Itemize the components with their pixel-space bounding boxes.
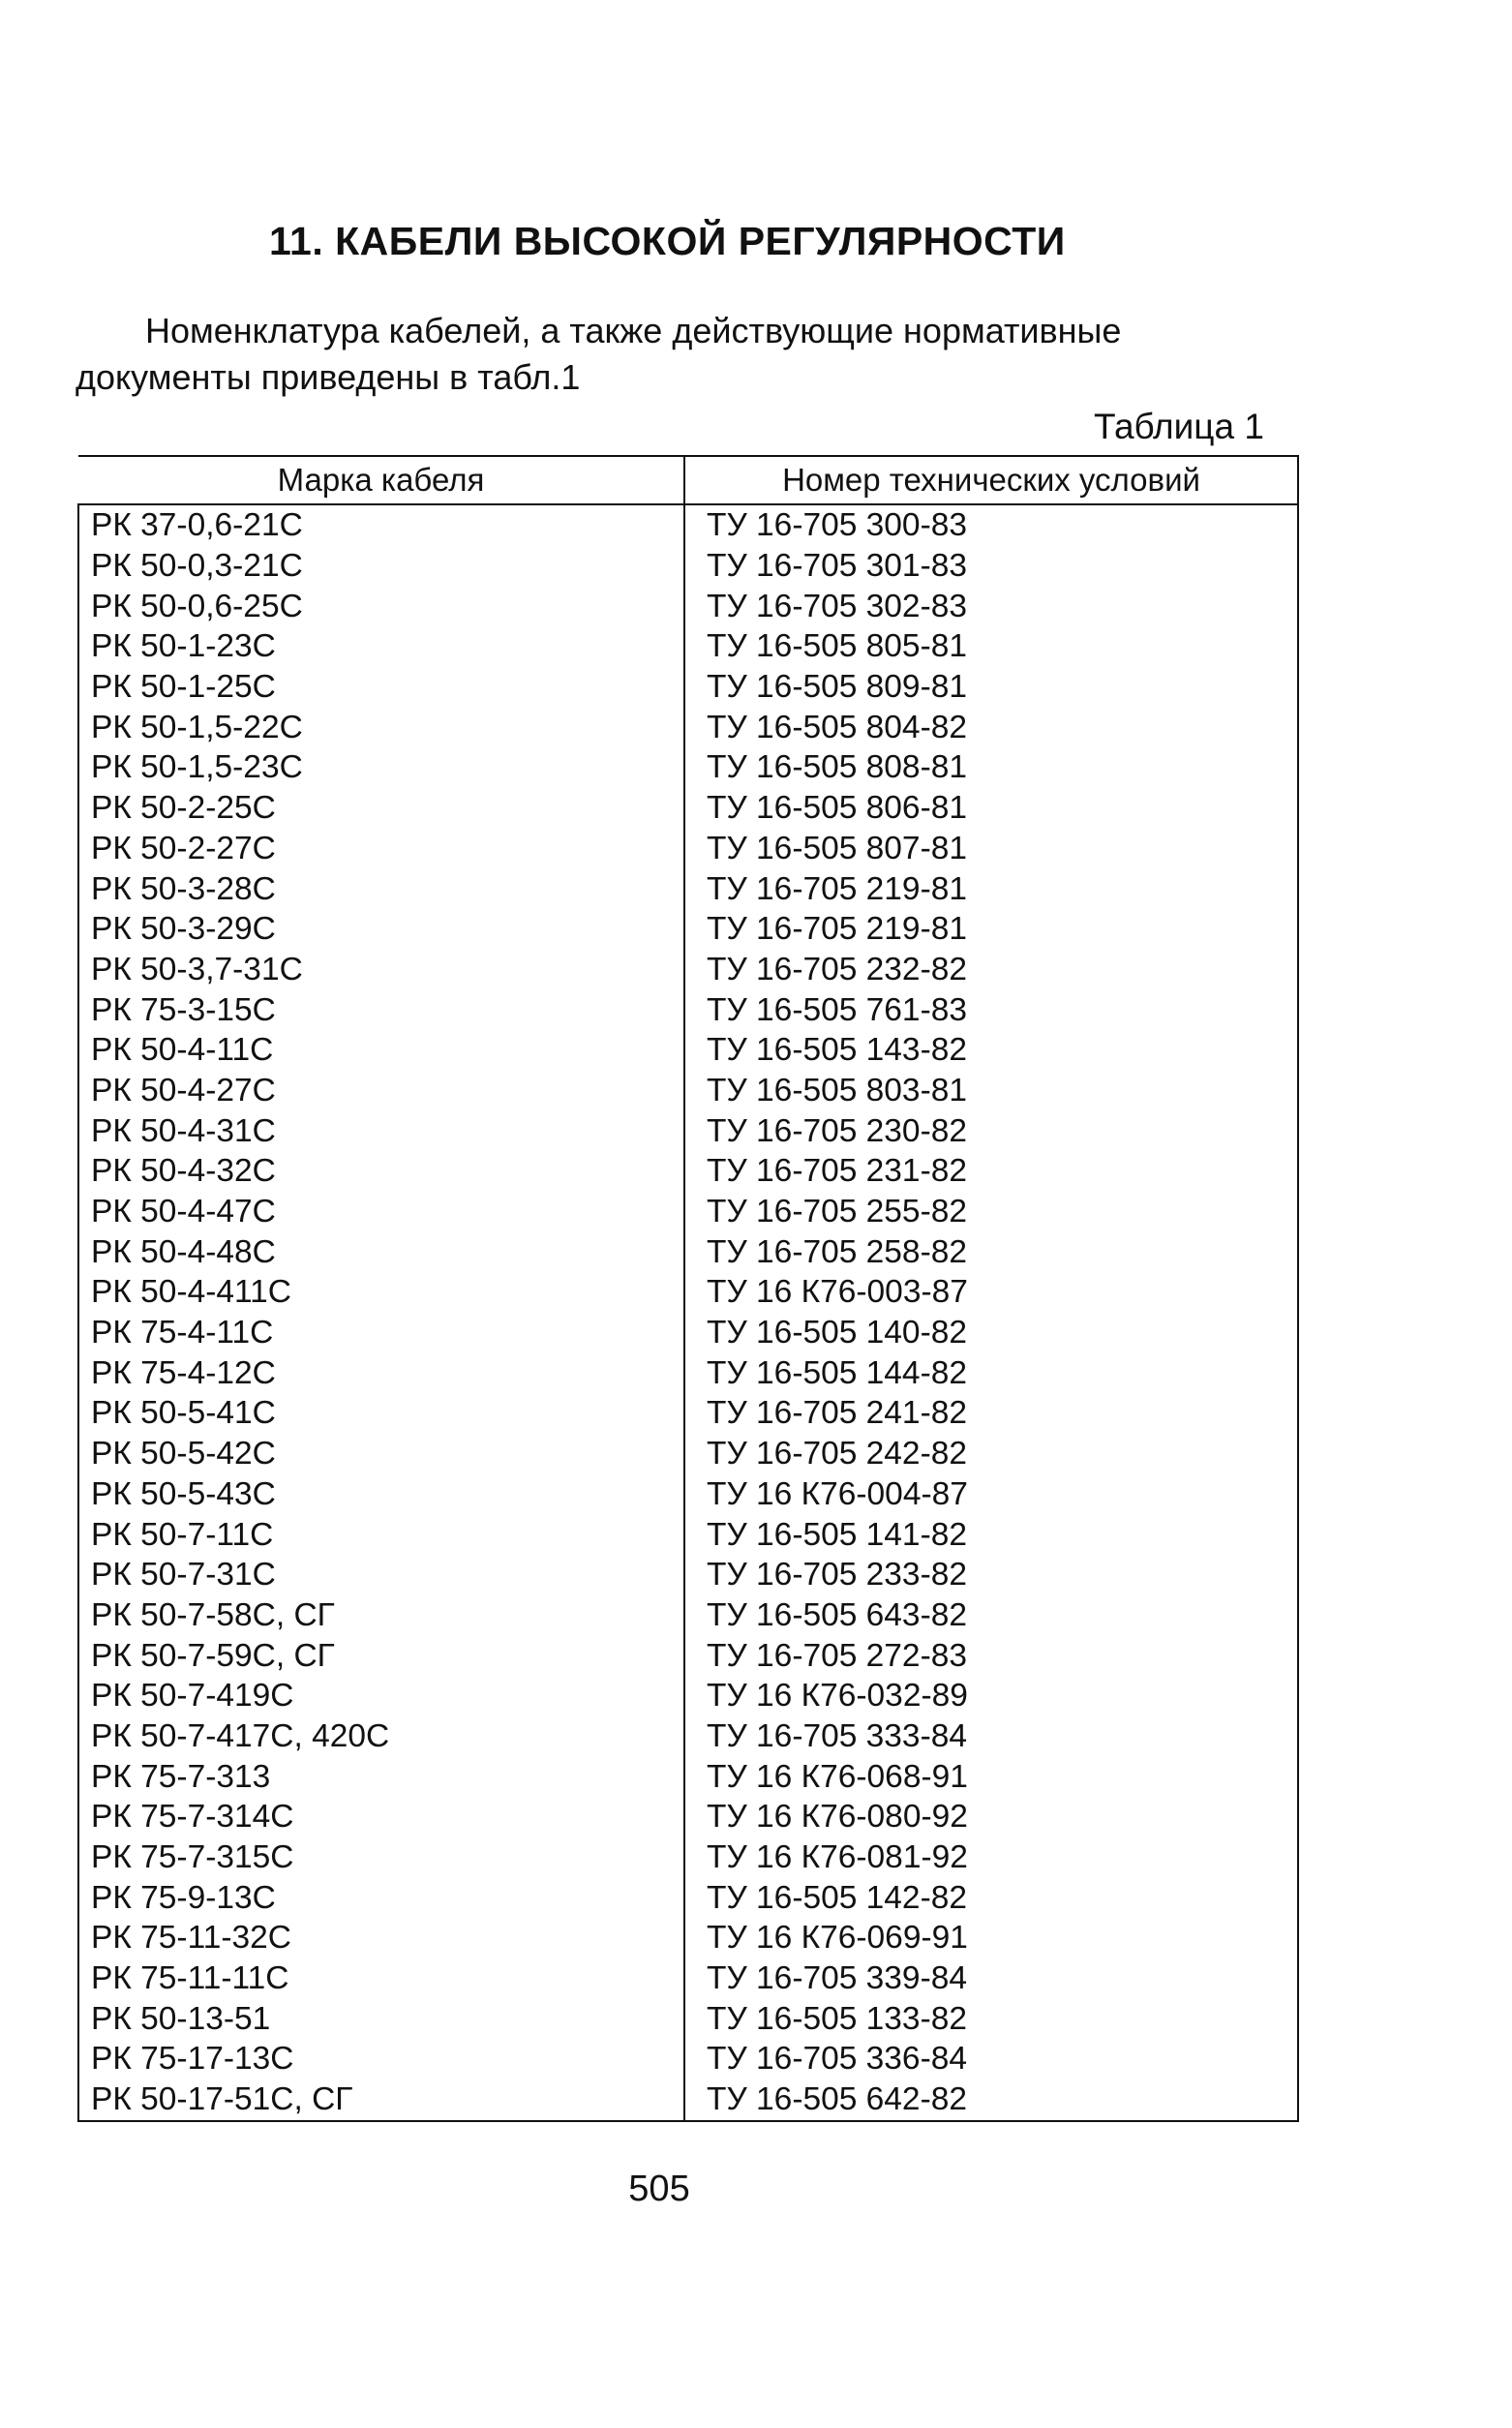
- cable-mark-cell: РК 50-5-43С: [78, 1474, 684, 1515]
- table-row: [78, 1071, 1298, 1111]
- spec-number-cell: ТУ 16-505 761-83: [684, 989, 1298, 1030]
- intro-paragraph: [76, 308, 1316, 401]
- cable-mark-cell: РК 50-5-42С: [78, 1434, 684, 1474]
- spec-number-cell: ТУ 16-705 336-84: [684, 2039, 1298, 2079]
- spec-number-cell: ТУ 16-505 140-82: [684, 1313, 1298, 1353]
- table-row: [78, 2039, 1298, 2079]
- spec-number-cell: ТУ 16-705 258-82: [684, 1231, 1298, 1272]
- cable-mark-cell: РК 50-0,6-25С: [78, 586, 684, 626]
- table-row: [78, 829, 1298, 869]
- page-number: 505: [628, 2169, 690, 2209]
- cable-mark-cell: РК 50-17-51С, СГ: [78, 2079, 684, 2121]
- cable-mark-cell: РК 75-7-314С: [78, 1797, 684, 1837]
- spec-number-cell: ТУ 16-705 242-82: [684, 1434, 1298, 1474]
- table-row: [78, 1151, 1298, 1192]
- table-row: [78, 1030, 1298, 1071]
- spec-number-cell: ТУ 16 К76-003-87: [684, 1272, 1298, 1313]
- table-row: [78, 788, 1298, 829]
- spec-number-cell: ТУ 16 К76-069-91: [684, 1918, 1298, 1958]
- spec-number-cell: ТУ 16-505 141-82: [684, 1514, 1298, 1555]
- spec-number-cell: ТУ 16-705 300-83: [684, 504, 1298, 546]
- spec-number-cell: ТУ 16-705 232-82: [684, 950, 1298, 990]
- table-row: [78, 667, 1298, 708]
- spec-number-cell: ТУ 16-505 805-81: [684, 626, 1298, 667]
- cable-mark-cell: РК 50-1,5-22С: [78, 707, 684, 747]
- spec-number-cell: ТУ 16-505 642-82: [684, 2079, 1298, 2121]
- table-row: [78, 1434, 1298, 1474]
- cable-mark-cell: РК 50-3-29С: [78, 909, 684, 950]
- spec-number-cell: ТУ 16 К76-068-91: [684, 1756, 1298, 1797]
- table-row: [78, 586, 1298, 626]
- spec-number-cell: ТУ 16-705 219-81: [684, 909, 1298, 950]
- spec-number-cell: ТУ 16-505 144-82: [684, 1352, 1298, 1393]
- cable-mark-cell: РК 75-17-13С: [78, 2039, 684, 2079]
- header-cable-mark: Марка кабеля: [78, 456, 684, 504]
- cable-spec-table: [77, 455, 1299, 2122]
- table-row: [78, 546, 1298, 587]
- cable-mark-cell: РК 50-1-25С: [78, 667, 684, 708]
- table-row: [78, 1918, 1298, 1958]
- table-row: [78, 1192, 1298, 1232]
- cable-mark-cell: РК 50-4-411С: [78, 1272, 684, 1313]
- cable-mark-cell: РК 50-4-32С: [78, 1151, 684, 1192]
- cable-mark-cell: РК 75-4-11С: [78, 1313, 684, 1353]
- table-row: [78, 1676, 1298, 1716]
- cable-mark-cell: РК 50-7-419С: [78, 1676, 684, 1716]
- spec-number-cell: ТУ 16-705 231-82: [684, 1151, 1298, 1192]
- spec-number-cell: ТУ 16-505 133-82: [684, 1998, 1298, 2039]
- table-row: [78, 1716, 1298, 1757]
- table-row: [78, 950, 1298, 990]
- spec-number-cell: ТУ 16-705 333-84: [684, 1716, 1298, 1757]
- cable-mark-cell: РК 50-2-25С: [78, 788, 684, 829]
- table-body: [78, 504, 1298, 2121]
- cable-mark-cell: РК 75-7-313: [78, 1756, 684, 1797]
- table-row: [78, 2079, 1298, 2121]
- cable-mark-cell: РК 50-4-11С: [78, 1030, 684, 1071]
- cable-mark-cell: РК 75-11-11С: [78, 1958, 684, 1999]
- spec-number-cell: ТУ 16-705 302-83: [684, 586, 1298, 626]
- cable-mark-cell: РК 50-4-47С: [78, 1192, 684, 1232]
- cable-mark-cell: РК 50-7-417С, 420С: [78, 1716, 684, 1757]
- cable-mark-cell: РК 50-7-11С: [78, 1514, 684, 1555]
- spec-number-cell: ТУ 16-505 807-81: [684, 829, 1298, 869]
- table-row: [78, 868, 1298, 909]
- table-row: [78, 1877, 1298, 1918]
- table-row: [78, 707, 1298, 747]
- table-row: [78, 1272, 1298, 1313]
- table-row: [78, 1595, 1298, 1636]
- table-row: [78, 1797, 1298, 1837]
- table-row: [78, 1352, 1298, 1393]
- cable-mark-cell: РК 50-7-31С: [78, 1555, 684, 1595]
- spec-number-cell: ТУ 16-705 255-82: [684, 1192, 1298, 1232]
- cable-mark-cell: РК 50-7-58С, СГ: [78, 1595, 684, 1636]
- table-row: [78, 1393, 1298, 1434]
- cable-mark-cell: РК 75-9-13С: [78, 1877, 684, 1918]
- spec-number-cell: ТУ 16-505 803-81: [684, 1071, 1298, 1111]
- cable-mark-cell: РК 50-5-41С: [78, 1393, 684, 1434]
- cable-mark-cell: РК 75-7-315С: [78, 1837, 684, 1878]
- table-row: [78, 1313, 1298, 1353]
- table-row: [78, 1756, 1298, 1797]
- cable-mark-cell: РК 50-0,3-21С: [78, 546, 684, 587]
- cable-mark-cell: РК 50-7-59С, СГ: [78, 1635, 684, 1676]
- intro-line-2: документы приведены в табл.1: [76, 357, 581, 397]
- table-row: [78, 1555, 1298, 1595]
- cable-mark-cell: РК 50-4-27С: [78, 1071, 684, 1111]
- spec-number-cell: ТУ 16 К76-080-92: [684, 1797, 1298, 1837]
- spec-number-cell: ТУ 16 К76-032-89: [684, 1676, 1298, 1716]
- spec-number-cell: ТУ 16-505 142-82: [684, 1877, 1298, 1918]
- spec-number-cell: ТУ 16-505 143-82: [684, 1030, 1298, 1071]
- table-row: [78, 1514, 1298, 1555]
- cable-mark-cell: РК 50-13-51: [78, 1998, 684, 2039]
- spec-number-cell: ТУ 16-705 219-81: [684, 868, 1298, 909]
- spec-number-cell: ТУ 16-705 230-82: [684, 1110, 1298, 1151]
- table-row: [78, 1958, 1298, 1999]
- table-row: [78, 747, 1298, 788]
- spec-number-cell: ТУ 16-705 272-83: [684, 1635, 1298, 1676]
- spec-number-cell: ТУ 16-705 301-83: [684, 546, 1298, 587]
- table-row: [78, 1998, 1298, 2039]
- table-row: [78, 1635, 1298, 1676]
- spec-number-cell: ТУ 16-505 804-82: [684, 707, 1298, 747]
- cable-mark-cell: РК 37-0,6-21С: [78, 504, 684, 546]
- spec-number-cell: ТУ 16 К76-004-87: [684, 1474, 1298, 1515]
- cable-mark-cell: РК 50-1-23С: [78, 626, 684, 667]
- cable-mark-cell: РК 50-3-28С: [78, 868, 684, 909]
- cable-mark-cell: РК 75-3-15С: [78, 989, 684, 1030]
- spec-number-cell: ТУ 16-505 808-81: [684, 747, 1298, 788]
- cable-mark-cell: РК 75-11-32С: [78, 1918, 684, 1958]
- table-row: [78, 504, 1298, 546]
- spec-number-cell: ТУ 16-505 809-81: [684, 667, 1298, 708]
- table-row: [78, 1231, 1298, 1272]
- spec-number-cell: ТУ 16-505 643-82: [684, 1595, 1298, 1636]
- intro-line-1: Номенклатура кабелей, а также действующие нормативные: [145, 311, 1122, 350]
- table-row: [78, 1110, 1298, 1151]
- cable-mark-cell: РК 50-4-31С: [78, 1110, 684, 1151]
- table-header-row: [78, 456, 1298, 504]
- table-caption: Таблица 1: [1094, 407, 1264, 446]
- cable-mark-cell: РК 50-1,5-23С: [78, 747, 684, 788]
- spec-number-cell: ТУ 16 К76-081-92: [684, 1837, 1298, 1878]
- cable-mark-cell: РК 50-4-48С: [78, 1231, 684, 1272]
- spec-number-cell: ТУ 16-705 339-84: [684, 1958, 1298, 1999]
- cable-mark-cell: РК 50-3,7-31С: [78, 950, 684, 990]
- table-row: [78, 909, 1298, 950]
- table-row: [78, 626, 1298, 667]
- spec-number-cell: ТУ 16-505 806-81: [684, 788, 1298, 829]
- section-heading: 11. КАБЕЛИ ВЫСОКОЙ РЕГУЛЯРНОСТИ: [269, 219, 1066, 263]
- spec-number-cell: ТУ 16-705 233-82: [684, 1555, 1298, 1595]
- cable-mark-cell: РК 50-2-27С: [78, 829, 684, 869]
- header-spec-number: Номер технических условий: [684, 456, 1298, 504]
- cable-mark-cell: РК 75-4-12С: [78, 1352, 684, 1393]
- spec-number-cell: ТУ 16-705 241-82: [684, 1393, 1298, 1434]
- table-row: [78, 1474, 1298, 1515]
- table-row: [78, 989, 1298, 1030]
- table-row: [78, 1837, 1298, 1878]
